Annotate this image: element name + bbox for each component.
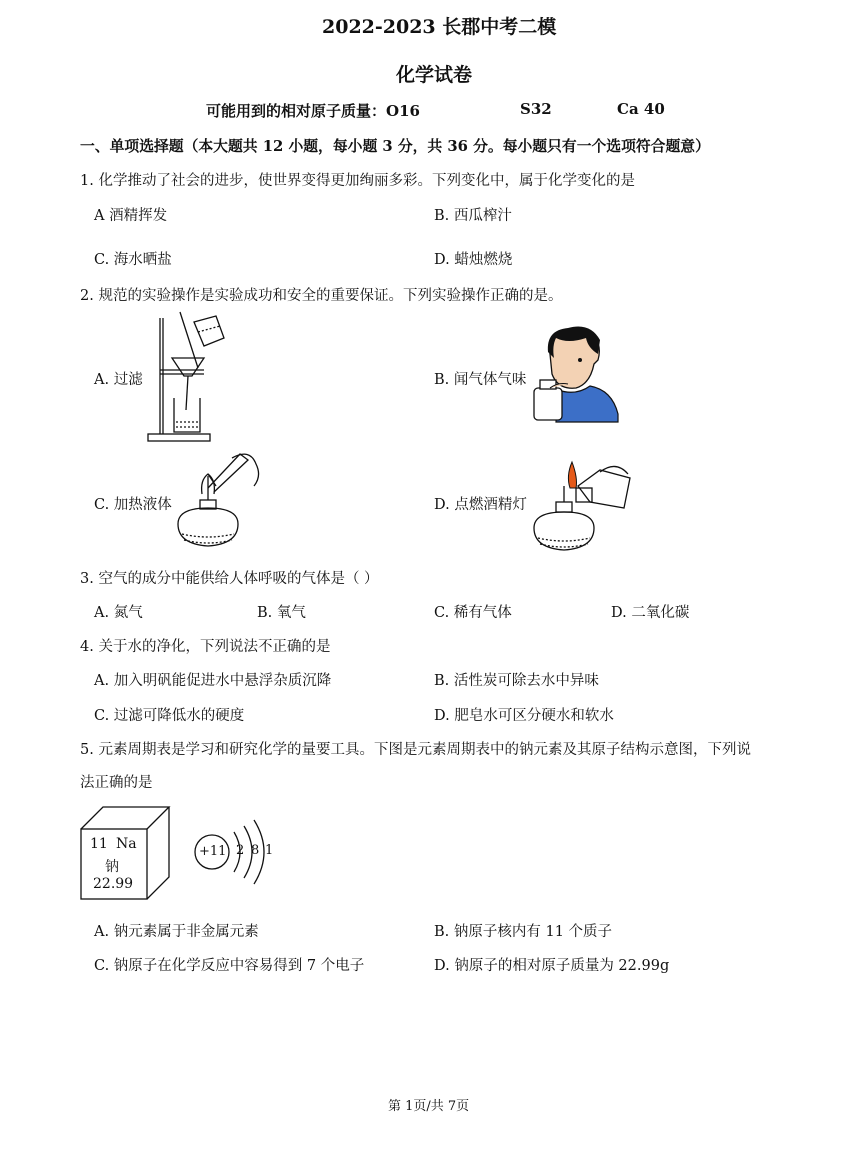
q4-option-d[interactable]: D. 肥皂水可区分硬水和软水 (434, 708, 614, 724)
question-4-stem: 4. 关于水的净化，下列说法不正确的是 (80, 639, 331, 655)
q2-option-c[interactable]: C. 加热液体 (94, 497, 172, 513)
sodium-atomic-mass: 22.99 (93, 876, 134, 892)
exam-title: 2022-2023 长郡中考二模 (322, 16, 557, 38)
page-number: 第 1页/共 7页 (388, 1099, 470, 1114)
q1-option-c[interactable]: C. 海水晒盐 (94, 252, 172, 268)
q2-option-d[interactable]: D. 点燃酒精灯 (434, 497, 527, 513)
q1-option-b[interactable]: B. 西瓜榨汁 (434, 208, 512, 224)
sodium-atomic-number: 11 (90, 836, 108, 852)
atomic-mass-ca: Ca 40 (617, 100, 665, 118)
sodium-symbol: Na (116, 836, 137, 852)
q4-option-b[interactable]: B. 活性炭可除去水中异味 (434, 673, 599, 689)
q1-option-a[interactable]: A 酒精挥发 (94, 208, 168, 224)
q4-option-c[interactable]: C. 过滤可降低水的硬度 (94, 708, 245, 724)
section-heading: 一、单项选择题（本大题共 12 小题，每小题 3 分，共 36 分。每小题只有一个选项符合题意） (80, 138, 710, 155)
atom-shell-2-electrons: 8 (251, 843, 260, 858)
paper-subtitle: 化学试卷 (396, 64, 473, 86)
question-1-stem: 1. 化学推动了社会的进步，使世界变得更加绚丽多彩。下列变化中，属于化学变化的是 (80, 173, 635, 189)
q2-option-b[interactable]: B. 闻气体气味 (434, 372, 527, 388)
question-5-stem-line-2: 法正确的是 (80, 775, 153, 791)
q5-option-c[interactable]: C. 钠原子在化学反应中容易得到 7 个电子 (94, 958, 365, 974)
atomic-mass-label: 可能用到的相对原子质量：O16 (206, 102, 420, 120)
q2-option-a[interactable]: A. 过滤 (94, 372, 143, 388)
atom-nucleus-charge: +11 (199, 844, 227, 859)
atomic-mass-s: S32 (520, 100, 552, 118)
q4-option-a[interactable]: A. 加入明矾能促进水中悬浮杂质沉降 (94, 673, 332, 689)
q5-option-a[interactable]: A. 钠元素属于非金属元素 (94, 924, 259, 940)
question-3-stem: 3. 空气的成分中能供给人体呼吸的气体是（ ） (80, 571, 379, 587)
q1-option-d[interactable]: D. 蜡烛燃烧 (434, 252, 513, 268)
q3-option-c[interactable]: C. 稀有气体 (434, 605, 512, 621)
heating-liquid-illustration (172, 450, 262, 554)
smelling-gas-illustration (528, 324, 622, 424)
atom-shell-1-electrons: 2 (236, 843, 245, 858)
question-2-stem: 2. 规范的实验操作是实验成功和安全的重要保证。下列实验操作正确的是。 (80, 288, 563, 304)
sodium-name: 钠 (105, 859, 119, 875)
q5-option-b[interactable]: B. 钠原子核内有 11 个质子 (434, 924, 613, 940)
question-5-stem-line-1: 5. 元素周期表是学习和研究化学的量要工具。下图是元素周期表中的钠元素及其原子结构示意图，下列说 (80, 742, 751, 758)
lighting-alcohol-lamp-illustration (530, 452, 640, 556)
q3-option-b[interactable]: B. 氧气 (257, 605, 306, 621)
q3-option-a[interactable]: A. 氮气 (94, 605, 143, 621)
q5-option-d[interactable]: D. 钠原子的相对原子质量为 22.99g (434, 958, 670, 974)
q3-option-d[interactable]: D. 二氧化碳 (611, 605, 690, 621)
filtration-apparatus-illustration (146, 310, 226, 444)
atom-shell-3-electrons: 1 (265, 843, 274, 858)
